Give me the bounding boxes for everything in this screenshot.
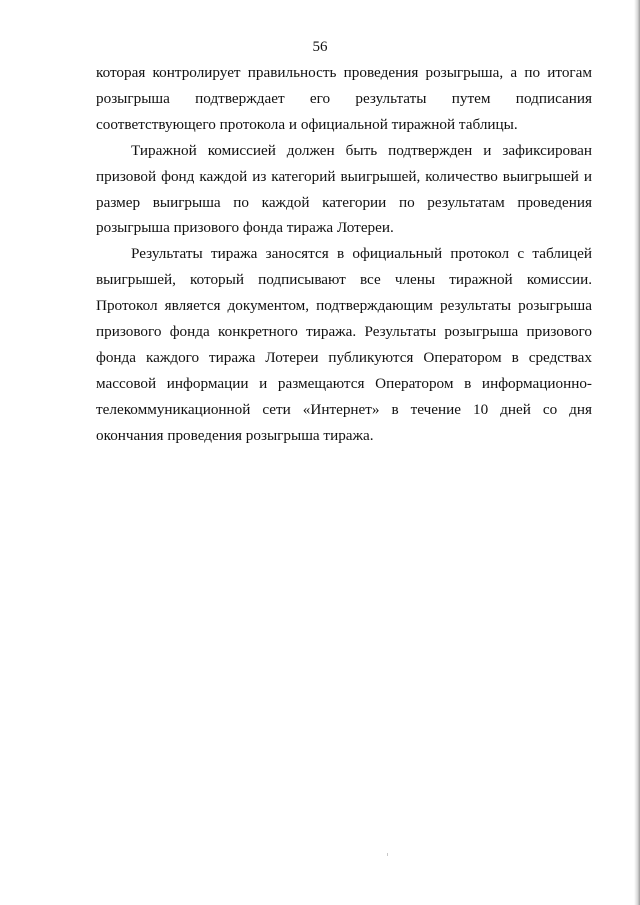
paragraph-draw-results: Результаты тиража заносятся в официальный протокол с таблицей выигрышей, который подписывают все члены тиражной комиссии. Протокол является документом, подтверждающим результаты розыгрыша призового фонда конкретного тиража. Результаты розыгрыша призового фонда каждого тиража Лотереи публикуются Оператором в средствах массовой информации и размещаются Оператором в информационно-телекоммуникационной сети «Интернет» в течение 10 дней со дня окончания проведения розыгрыша тиража. bbox=[96, 245, 592, 444]
scan-edge bbox=[634, 0, 640, 905]
page-number: 56 bbox=[312, 39, 328, 55]
scan-speck bbox=[387, 853, 388, 856]
paragraph-commission-prize-fund: Тиражной комиссией должен быть подтвержден и зафиксирован призовой фонд каждой из категорий выигрышей, количество выигрышей и размер выигрыша по каждой категории по результатам проведения розыгрыша призового фонда тиража Лотереи. bbox=[96, 141, 592, 237]
body-text bbox=[96, 60, 592, 449]
paragraph-continuation: которая контролирует правильность проведения розыгрыша, а по итогам розыгрыша подтверждает его результаты путем подписания соответствующего протокола и официальной тиражной таблицы. bbox=[96, 64, 592, 133]
